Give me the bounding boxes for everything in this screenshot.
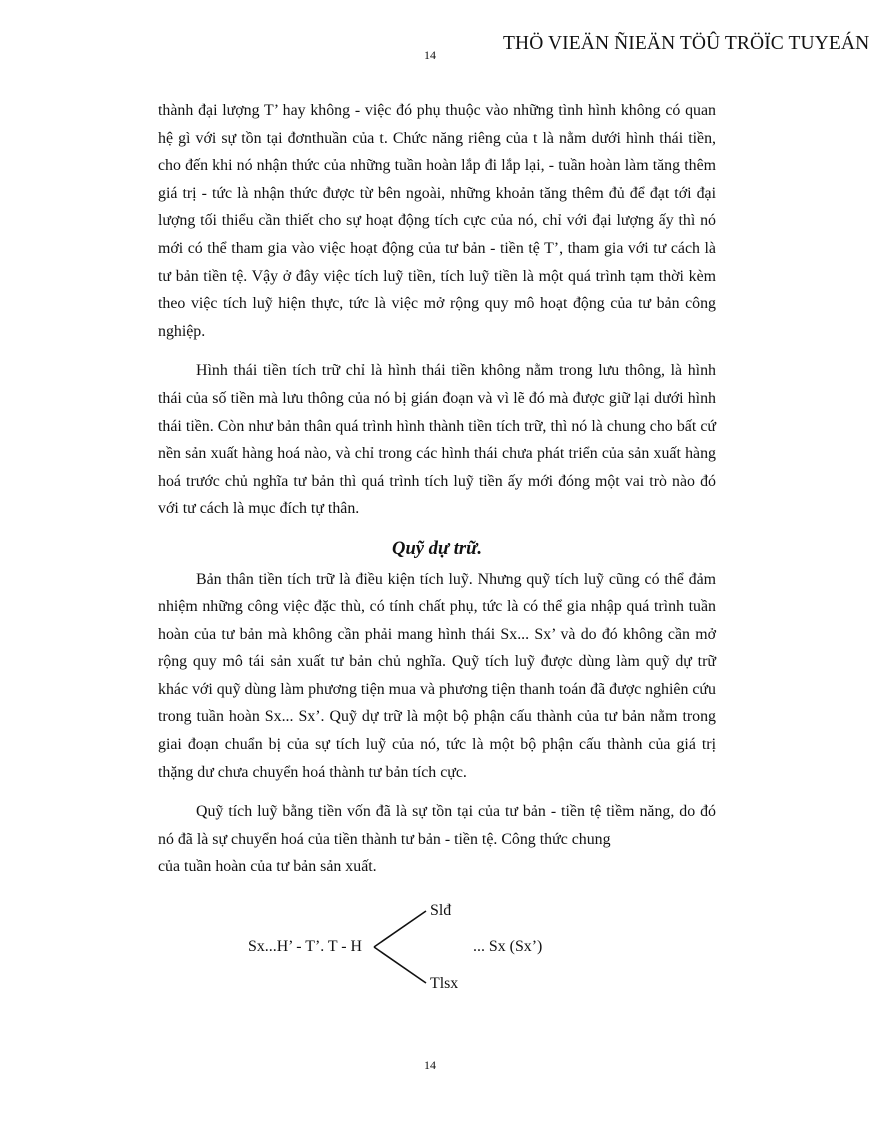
- upper-branch-line: [374, 911, 426, 947]
- formula-left-side: Sx...H’ - T’. T - H: [248, 938, 363, 955]
- formula-right-side: ... Sx (Sx’): [473, 938, 543, 955]
- formula-lower-branch: Tlsx: [430, 975, 459, 992]
- paragraph-hoarding: Hình thái tiền tích trữ chỉ là hình thái tiền không nằm trong lưu thông, là hình thái của số tiền mà lưu thông của nó bị gián đoạn và vì lẽ đó mà được giữ lại dưới hình thái tiền. Còn như bản thân quá trình hình thành tiền tích trữ, thì nó là chung cho bất cứ nền sản xuất hàng hoá nào, và chỉ trong các hình thái chưa phát triển của sản xuất hàng hoá trước chủ nghĩa tư bản thì quá trình tích luỹ tiền ấy mới đóng một vai trò nào đó với tư cách là mục đích tự thân.: [158, 362, 716, 518]
- formula-intro-lead: Quỹ tích luỹ bằng tiền vốn đã là sự tồn tại của tư bản - tiền tệ tiềm năng, do đó nó đã là sự chuyển hoá của tiền thành tư bản - tiền tệ. Công thức chung: [158, 803, 716, 848]
- formula-upper-branch: Slđ: [430, 902, 452, 919]
- footer-page-number: 14: [424, 1058, 436, 1072]
- header-page-number: 14: [424, 48, 436, 62]
- document-body: [158, 97, 716, 881]
- paragraph-reserve-fund: Bản thân tiền tích trữ là điều kiện tích luỹ. Nhưng quỹ tích luỹ cũng có thể đảm nhiệm những công việc đặc thù, có tính chất phụ, tức là có thể gia nhập quá trình tuần hoàn của tư bản mà không cần phải mang hình thái Sx... Sx’ và do đó không cần mở rộng quy mô tái sản xuất tư bản chủ nghĩa. Quỹ tích luỹ được dùng làm quỹ dự trữ khác với quỹ dùng làm phương tiện mua và phương tiện thanh toán đã được nghiên cứu trong tuần hoàn Sx... Sx’. Quỹ dự trữ là một bộ phận cấu thành của tư bản nằm trong giai đoạn chuẩn bị của sự tích luỹ của nó, tức là một bộ phận cấu thành của giá trị thặng dư chưa chuyển hoá thành tư bản tích cực.: [158, 570, 716, 781]
- header-title: THÖ VIEÄN ÑIEÄN TÖÛ TRÖÏC TUYEÁN: [503, 33, 869, 54]
- formula-intro-tail: của tuần hoàn của tư bản sản xuất.: [158, 858, 377, 876]
- section-heading: Quỹ dự trữ.: [392, 537, 482, 559]
- lower-branch-line: [374, 947, 426, 983]
- formula-branch-lines: [370, 905, 430, 985]
- paragraph-continued: thành đại lượng T’ hay không - việc đó phụ thuộc vào những tình hình không có quan hệ gì với sự tồn tại đơnthuần của t. Chức năng riêng của t là nằm dưới hình thái tiền, cho đến khi nó nhận thức của những tuần hoàn lắp đi lắp lại, - tuần hoàn làm tăng thêm giá trị - tức là nhận thức được từ bên ngoài, những khoản tăng thêm đủ để đạt tới đại lượng tối thiểu cần thiết cho sự hoạt động tích cực của nó, chỉ với đại lượng ấy thì nó mới có thể tham gia vào việc hoạt động của tư bản - tiền tệ T’, tham gia với tư cách là tư bản tiền tệ. Vậy ở đây việc tích luỹ tiền, tích luỹ tiền là một quá trình tạm thời kèm theo việc tích luỹ hiện thực, tức là việc mở rộng quy mô hoạt động của tư bản công nghiệp.: [158, 102, 716, 340]
- paragraph-formula-intro: [158, 798, 716, 881]
